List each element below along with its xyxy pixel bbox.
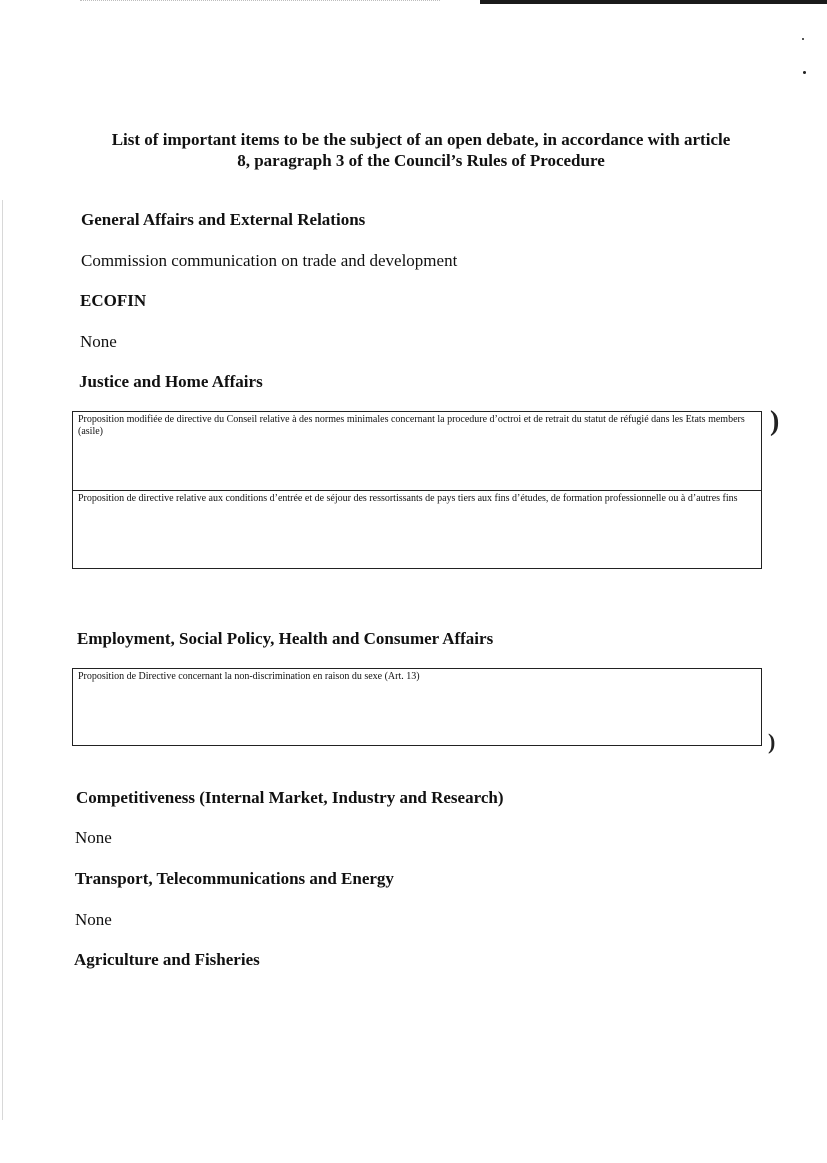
section-heading-ecofin: ECOFIN (80, 291, 147, 310)
scan-speck (802, 38, 804, 40)
title-line-1: List of important items to be the subject of an open debate, in accordance with article (111, 130, 731, 149)
justice-items-box (72, 411, 762, 569)
section-item-transport: None (75, 910, 112, 929)
section-heading-agriculture: Agriculture and Fisheries (74, 950, 260, 969)
margin-bracket-mark: ) (768, 729, 776, 754)
document-title (60, 129, 782, 171)
section-item-general-affairs: Commission communication on trade and development (81, 251, 458, 270)
scan-speck (803, 71, 806, 74)
section-heading-general-affairs: General Affairs and External Relations (81, 210, 366, 229)
section-item-ecofin: None (80, 332, 117, 351)
margin-bracket-mark: ) (770, 406, 780, 437)
section-heading-transport: Transport, Telecommunications and Energy (75, 869, 394, 888)
employment-item-gender-directive: Proposition de Directive concernant la non-discrimination en raison du sexe (Art. 13) (78, 671, 420, 682)
justice-item-students-directive: Proposition de directive relative aux conditions d’entrée et de séjour des ressortissants de pays tiers aux fins d’études, de formation professionnelle ou à d’autres fins (73, 490, 761, 568)
scan-artifact-top-left (80, 0, 440, 4)
scan-artifact-top-right (480, 0, 827, 4)
section-heading-employment: Employment, Social Policy, Health and Consumer Affairs (77, 629, 494, 648)
section-heading-justice-home-affairs: Justice and Home Affairs (79, 372, 263, 391)
employment-items-box (72, 668, 762, 746)
scan-artifact-left-edge (2, 200, 3, 1120)
justice-item-asylum-directive: Proposition modifiée de directive du Conseil relative à des normes minimales concernant la procedure d’octroi et de retrait du statut de réfugié dans les Etats members (asile) (78, 414, 745, 437)
title-line-2: 8, paragraph 3 of the Council’s Rules of Procedure (237, 151, 605, 170)
section-item-competitiveness: None (75, 828, 112, 847)
section-heading-competitiveness: Competitiveness (Internal Market, Industry and Research) (76, 788, 504, 807)
